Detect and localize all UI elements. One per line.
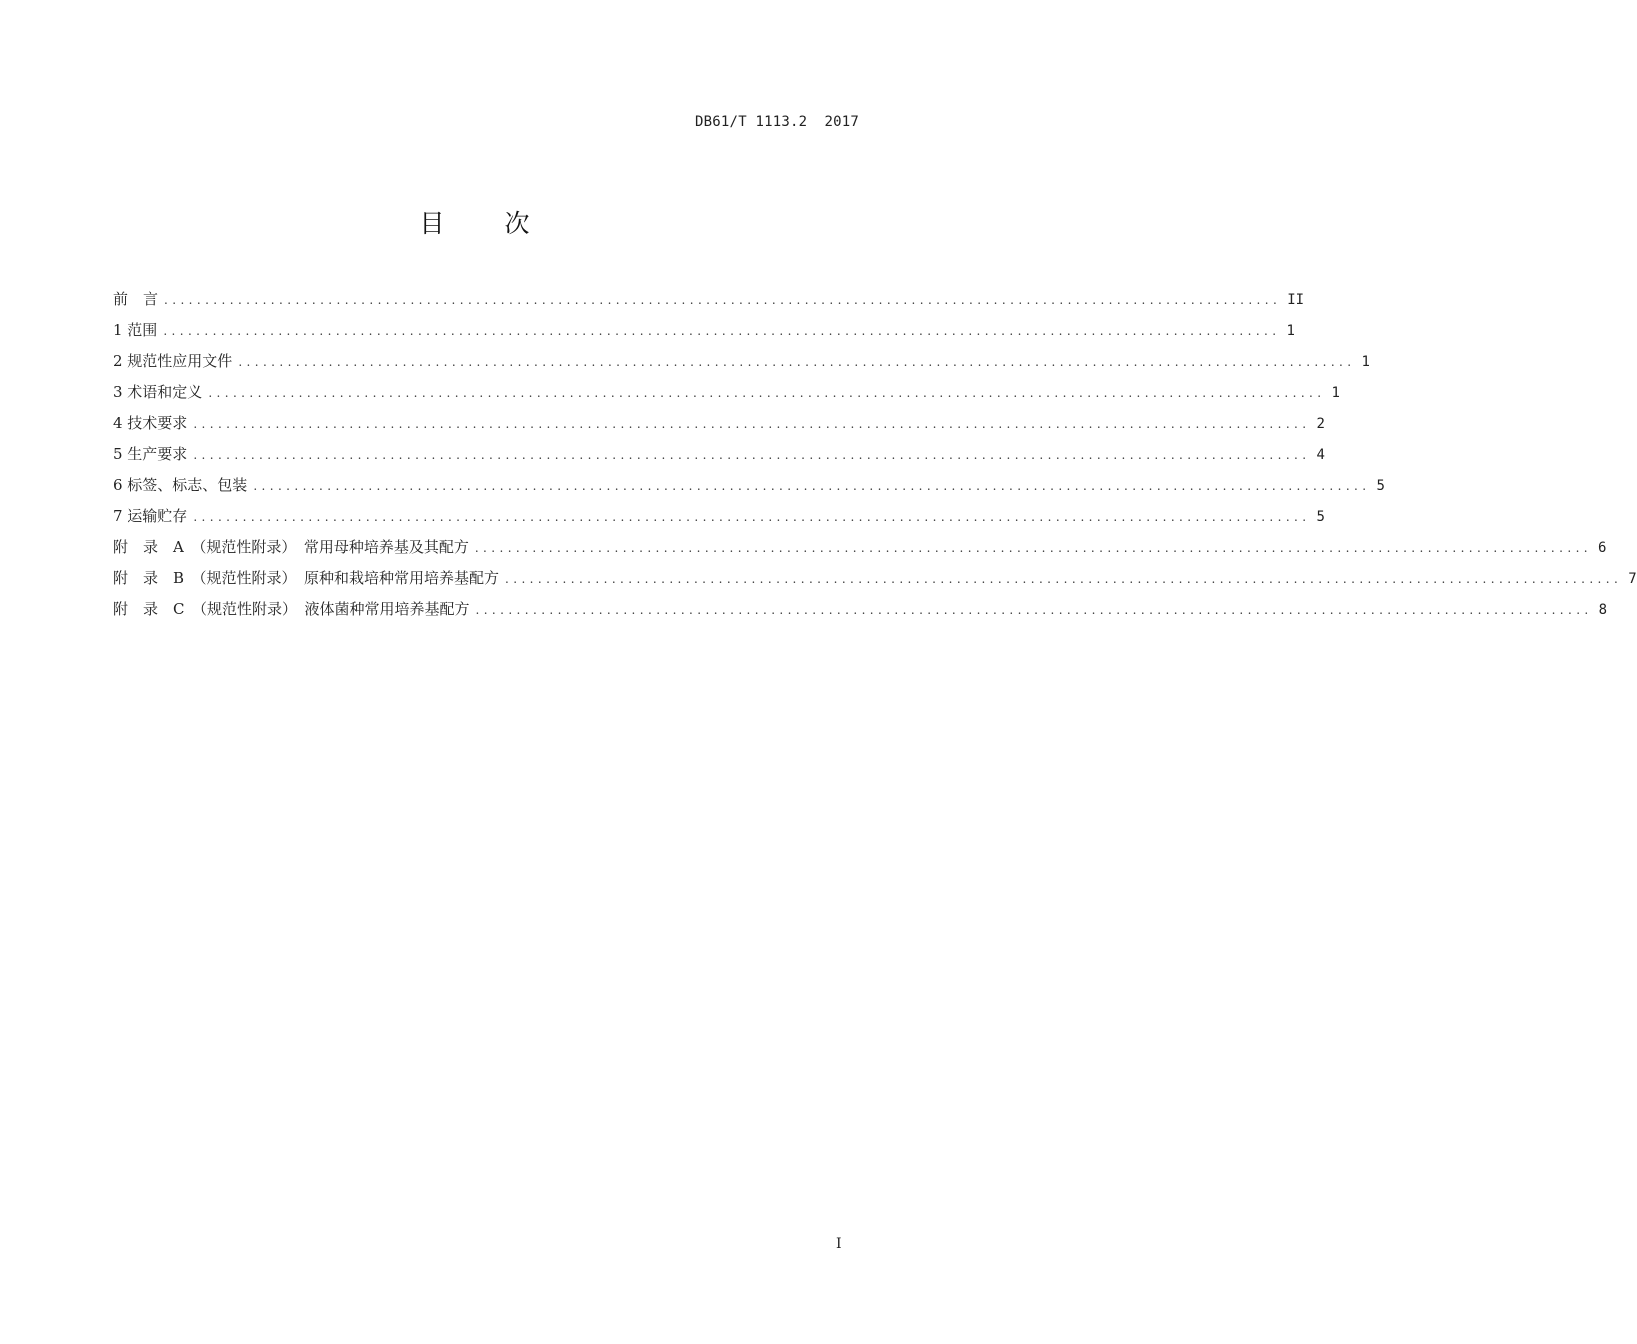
toc-entry-terms-definitions[interactable] [113,377,1340,408]
toc-entry-foreword[interactable] [113,284,1305,315]
toc-leader-dots: ........................................................................................................................................ [193,417,1311,431]
toc-entry-scope[interactable] [113,315,1295,346]
toc-entry-appendix-a[interactable] [113,532,1607,563]
toc-leader-dots: ........................................................................................................................................ [193,510,1311,524]
toc-entry-label: 前 言 [113,290,159,308]
toc-entry-page: 2 [1316,416,1325,432]
toc-leader-dots: ........................................................................................................................................ [238,355,1356,369]
toc-entry-appendix-c[interactable] [113,594,1608,625]
toc-leader-dots: ........................................................................................................................................ [253,479,1371,493]
table-of-contents [113,284,1637,625]
toc-entry-normative-references[interactable] [113,346,1370,377]
toc-entry-page: 1 [1286,323,1295,339]
toc-entry-label: 6 标签、标志、包装 [113,476,248,494]
toc-entry-label: 3 术语和定义 [113,383,203,401]
toc-entry-page: 1 [1331,385,1340,401]
toc-entry-page: 1 [1361,354,1370,370]
toc-entry-page: 4 [1316,447,1325,463]
toc-entry-label: 4 技术要求 [113,414,188,432]
document-code: DB61/T 1113.2 2017 [695,114,859,130]
toc-entry-label: 附 录 C （规范性附录） 液体菌种常用培养基配方 [113,600,470,618]
toc-entry-label: 2 规范性应用文件 [113,352,233,370]
toc-entry-label: 5 生产要求 [113,445,188,463]
toc-entry-production-requirements[interactable] [113,439,1325,470]
toc-entry-appendix-b[interactable] [113,563,1637,594]
toc-entry-label: 附 录 A （规范性附录） 常用母种培养基及其配方 [113,538,469,556]
toc-leader-dots: ........................................................................................................................................ [475,603,1593,617]
toc-entry-page: 7 [1628,571,1637,587]
page-number: I [836,1236,842,1252]
toc-entry-page: 5 [1316,509,1325,525]
toc-leader-dots: ........................................................................................................................................ [163,324,1281,338]
toc-entry-transport-storage[interactable] [113,501,1325,532]
page-title: 目 次 [419,209,556,238]
toc-entry-label: 1 范围 [113,321,158,339]
toc-entry-label: 7 运输贮存 [113,507,188,525]
toc-entry-technical-requirements[interactable] [113,408,1325,439]
toc-entry-label: 附 录 B （规范性附录） 原种和栽培种常用培养基配方 [113,569,500,587]
toc-entry-page: 8 [1598,602,1608,618]
toc-leader-dots: ........................................................................................................................................ [164,293,1282,307]
toc-entry-page: 6 [1598,540,1607,556]
toc-leader-dots: ........................................................................................................................................ [474,541,1593,555]
toc-entry-page: II [1287,292,1305,308]
toc-entry-labeling-packaging[interactable] [113,470,1385,501]
toc-leader-dots: ........................................................................................................................................ [208,386,1326,400]
toc-entry-page: 5 [1376,478,1385,494]
toc-leader-dots: ........................................................................................................................................ [505,572,1623,586]
toc-leader-dots: ........................................................................................................................................ [193,448,1311,462]
